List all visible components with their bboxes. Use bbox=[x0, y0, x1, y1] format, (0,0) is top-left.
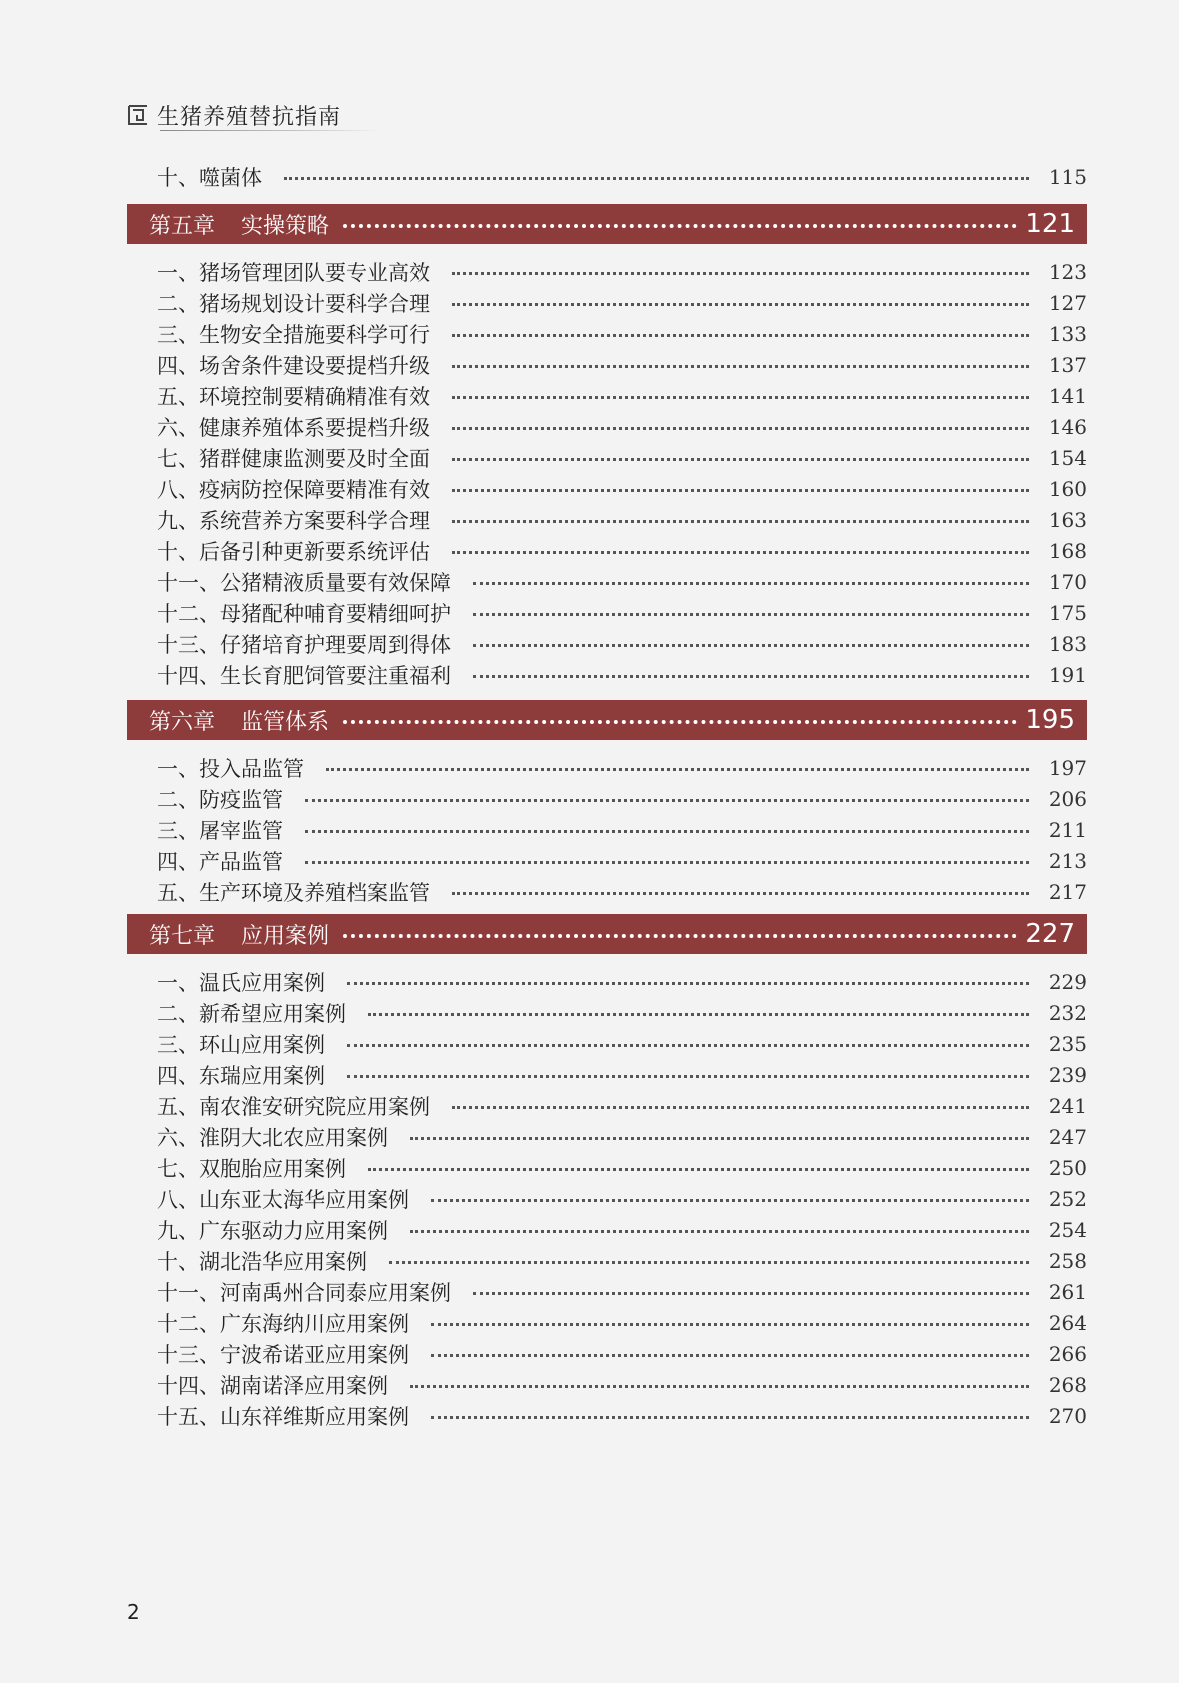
toc-entry-page: 115 bbox=[1048, 164, 1087, 189]
leader-dots bbox=[452, 396, 1029, 399]
leader-dots bbox=[452, 520, 1029, 523]
toc-entry-page: 133 bbox=[1048, 321, 1087, 346]
toc-entry-page: 183 bbox=[1048, 631, 1087, 656]
toc-entry-label: 十二、母猪配种哺育要精细呵护 bbox=[157, 601, 451, 626]
toc-entry[interactable] bbox=[127, 596, 1087, 629]
chapter-page: 195 bbox=[1025, 705, 1075, 735]
toc-entry-page: 168 bbox=[1048, 538, 1087, 563]
toc-entry-label: 三、环山应用案例 bbox=[157, 1032, 325, 1057]
leader-dots bbox=[410, 1385, 1029, 1388]
toc-entry[interactable] bbox=[127, 1058, 1087, 1091]
toc-entry[interactable] bbox=[127, 534, 1087, 567]
toc-entry[interactable] bbox=[127, 441, 1087, 474]
chapter-title: 应用案例 bbox=[241, 923, 330, 949]
chapter-number: 第七章 bbox=[149, 923, 216, 949]
leader-dots bbox=[431, 1416, 1029, 1419]
toc-entry[interactable] bbox=[127, 965, 1087, 998]
leader-dots bbox=[389, 1261, 1029, 1264]
toc-entry[interactable] bbox=[127, 627, 1087, 660]
toc-entry-label: 七、猪群健康监测要及时全面 bbox=[157, 446, 430, 471]
toc-entry-label: 二、防疫监管 bbox=[157, 787, 283, 812]
toc-entry-page: 146 bbox=[1048, 414, 1087, 439]
toc-entry-label: 一、温氏应用案例 bbox=[157, 970, 325, 995]
toc-entry-label: 八、疫病防控保障要精准有效 bbox=[157, 477, 430, 502]
toc-entry-label: 三、屠宰监管 bbox=[157, 818, 283, 843]
toc-entry-label: 十、湖北浩华应用案例 bbox=[157, 1249, 367, 1274]
toc-entry[interactable] bbox=[127, 1089, 1087, 1122]
toc-entry-label: 四、东瑞应用案例 bbox=[157, 1063, 325, 1088]
toc-entry[interactable] bbox=[127, 1151, 1087, 1184]
toc-entry-page: 163 bbox=[1048, 507, 1087, 532]
toc-entry-label: 十三、仔猪培育护理要周到得体 bbox=[157, 632, 451, 657]
toc-entry-label: 五、生产环境及养殖档案监管 bbox=[157, 880, 430, 905]
toc-entry-page: 239 bbox=[1048, 1062, 1087, 1087]
leader-dots bbox=[305, 861, 1029, 864]
toc-entry-label: 一、猪场管理团队要专业高效 bbox=[157, 260, 430, 285]
toc-entry-label: 十、噬菌体 bbox=[157, 165, 262, 190]
toc-entry[interactable] bbox=[127, 658, 1087, 691]
leader-dots bbox=[284, 177, 1029, 180]
toc-entry-page: 170 bbox=[1048, 569, 1087, 594]
toc-entry[interactable] bbox=[127, 844, 1087, 877]
toc-entry[interactable] bbox=[127, 1182, 1087, 1215]
chapter-page: 121 bbox=[1025, 209, 1075, 239]
toc-entry-label: 八、山东亚太海华应用案例 bbox=[157, 1187, 409, 1212]
leader-dots bbox=[452, 334, 1029, 337]
toc-entry-page: 160 bbox=[1048, 476, 1087, 501]
toc-entry-label: 十二、广东海纳川应用案例 bbox=[157, 1311, 409, 1336]
toc-entry-page: 229 bbox=[1048, 969, 1087, 994]
page-number: 2 bbox=[127, 1600, 140, 1624]
toc-entry-label: 十三、宁波希诺亚应用案例 bbox=[157, 1342, 409, 1367]
toc-entry-label: 五、环境控制要精确精准有效 bbox=[157, 384, 430, 409]
toc-entry[interactable] bbox=[127, 996, 1087, 1029]
leader-dots bbox=[452, 427, 1029, 430]
toc-entry[interactable] bbox=[127, 1306, 1087, 1339]
toc-entry[interactable] bbox=[127, 1213, 1087, 1246]
toc-entry[interactable] bbox=[127, 317, 1087, 350]
toc-entry[interactable] bbox=[127, 1399, 1087, 1432]
leader-dots bbox=[343, 934, 1017, 938]
leader-dots bbox=[410, 1230, 1029, 1233]
toc-entry-page: 213 bbox=[1048, 848, 1087, 873]
leader-dots bbox=[452, 1106, 1029, 1109]
toc-entry[interactable] bbox=[127, 348, 1087, 381]
toc-entry-label: 四、产品监管 bbox=[157, 849, 283, 874]
leader-dots bbox=[473, 1292, 1029, 1295]
leader-dots bbox=[347, 982, 1029, 985]
toc-entry[interactable] bbox=[127, 1120, 1087, 1153]
toc-entry-label: 二、猪场规划设计要科学合理 bbox=[157, 291, 430, 316]
toc-entry-page: 137 bbox=[1048, 352, 1087, 377]
toc-entry-page: 270 bbox=[1048, 1403, 1087, 1428]
toc-entry-label: 七、双胞胎应用案例 bbox=[157, 1156, 346, 1181]
toc-entry-label: 六、淮阴大北农应用案例 bbox=[157, 1125, 388, 1150]
leader-dots bbox=[431, 1323, 1029, 1326]
toc-entry-page: 241 bbox=[1048, 1093, 1087, 1118]
running-header bbox=[127, 100, 341, 130]
leader-dots bbox=[452, 458, 1029, 461]
toc-entry-label: 二、新希望应用案例 bbox=[157, 1001, 346, 1026]
chapter-heading[interactable] bbox=[127, 700, 1087, 740]
chapter-title: 实操策略 bbox=[241, 213, 330, 239]
toc-entry-label: 十五、山东祥维斯应用案例 bbox=[157, 1404, 409, 1429]
chapter-page: 227 bbox=[1025, 919, 1075, 949]
toc-entry[interactable] bbox=[127, 379, 1087, 412]
book-logo-icon bbox=[127, 104, 149, 126]
toc-entry[interactable] bbox=[127, 1337, 1087, 1370]
toc-entry-page: 206 bbox=[1048, 786, 1087, 811]
leader-dots bbox=[473, 644, 1029, 647]
toc-entry-page: 261 bbox=[1048, 1279, 1087, 1304]
leader-dots bbox=[368, 1013, 1029, 1016]
toc-entry-page: 250 bbox=[1048, 1155, 1087, 1180]
toc-entry-label: 六、健康养殖体系要提档升级 bbox=[157, 415, 430, 440]
leader-dots bbox=[343, 720, 1017, 724]
leader-dots bbox=[473, 582, 1029, 585]
toc-entry[interactable] bbox=[127, 1275, 1087, 1308]
toc-entry-page: 258 bbox=[1048, 1248, 1087, 1273]
toc-entry-page: 252 bbox=[1048, 1186, 1087, 1211]
leader-dots bbox=[452, 303, 1029, 306]
toc-entry-label: 五、南农淮安研究院应用案例 bbox=[157, 1094, 430, 1119]
leader-dots bbox=[452, 272, 1029, 275]
chapter-title: 监管体系 bbox=[241, 709, 330, 735]
book-title: 生猪养殖替抗指南 bbox=[157, 104, 342, 130]
leader-dots bbox=[305, 799, 1029, 802]
toc-entry[interactable] bbox=[127, 503, 1087, 536]
toc-entry-label: 九、系统营养方案要科学合理 bbox=[157, 508, 430, 533]
leader-dots bbox=[347, 1075, 1029, 1078]
leader-dots bbox=[452, 551, 1029, 554]
toc-entry-label: 三、生物安全措施要科学可行 bbox=[157, 322, 430, 347]
toc-entry[interactable] bbox=[127, 472, 1087, 505]
toc-entry[interactable] bbox=[127, 782, 1087, 815]
chapter-number: 第六章 bbox=[149, 709, 216, 735]
toc-entry[interactable] bbox=[127, 410, 1087, 443]
chapter-heading[interactable] bbox=[127, 204, 1087, 244]
chapter-number: 第五章 bbox=[149, 213, 216, 239]
toc-entry-page: 232 bbox=[1048, 1000, 1087, 1025]
toc-entry-page: 268 bbox=[1048, 1372, 1087, 1397]
leader-dots bbox=[305, 830, 1029, 833]
toc-entry[interactable] bbox=[127, 751, 1087, 784]
toc-entry-page: 154 bbox=[1048, 445, 1087, 470]
toc-entry-page: 197 bbox=[1048, 755, 1087, 780]
toc-entry[interactable] bbox=[127, 1244, 1087, 1277]
toc-entry[interactable] bbox=[127, 160, 1087, 193]
header-rule bbox=[160, 130, 380, 131]
toc-entry-label: 十四、生长育肥饲管要注重福利 bbox=[157, 663, 451, 688]
leader-dots bbox=[431, 1199, 1029, 1202]
toc-entry-page: 266 bbox=[1048, 1341, 1087, 1366]
leader-dots bbox=[452, 489, 1029, 492]
leader-dots bbox=[343, 224, 1017, 228]
toc-entry-label: 一、投入品监管 bbox=[157, 756, 304, 781]
toc-entry-label: 九、广东驱动力应用案例 bbox=[157, 1218, 388, 1243]
toc-entry-page: 254 bbox=[1048, 1217, 1087, 1242]
toc-entry-page: 191 bbox=[1048, 662, 1087, 687]
toc-entry[interactable] bbox=[127, 255, 1087, 288]
toc-entry-label: 四、场舍条件建设要提档升级 bbox=[157, 353, 430, 378]
leader-dots bbox=[347, 1044, 1029, 1047]
toc-entry[interactable] bbox=[127, 813, 1087, 846]
toc-entry-page: 217 bbox=[1048, 879, 1087, 904]
leader-dots bbox=[473, 613, 1029, 616]
toc-entry-page: 141 bbox=[1048, 383, 1087, 408]
toc-entry[interactable] bbox=[127, 875, 1087, 908]
toc-entry[interactable] bbox=[127, 286, 1087, 319]
toc-entry-label: 十一、河南禹州合同泰应用案例 bbox=[157, 1280, 451, 1305]
toc-entry[interactable] bbox=[127, 1027, 1087, 1060]
toc-entry-label: 十一、公猪精液质量要有效保障 bbox=[157, 570, 451, 595]
toc-entry-page: 175 bbox=[1048, 600, 1087, 625]
toc-entry-label: 十四、湖南诺泽应用案例 bbox=[157, 1373, 388, 1398]
toc-entry-label: 十、后备引种更新要系统评估 bbox=[157, 539, 430, 564]
leader-dots bbox=[452, 365, 1029, 368]
toc-entry-page: 235 bbox=[1048, 1031, 1087, 1056]
leader-dots bbox=[452, 892, 1029, 895]
leader-dots bbox=[326, 768, 1029, 771]
toc-entry[interactable] bbox=[127, 565, 1087, 598]
toc-entry-page: 247 bbox=[1048, 1124, 1087, 1149]
leader-dots bbox=[473, 675, 1029, 678]
leader-dots bbox=[368, 1168, 1029, 1171]
toc-entry-page: 211 bbox=[1048, 817, 1087, 842]
toc-entry-page: 127 bbox=[1048, 290, 1087, 315]
leader-dots bbox=[410, 1137, 1029, 1140]
toc-entry[interactable] bbox=[127, 1368, 1087, 1401]
chapter-heading[interactable] bbox=[127, 914, 1087, 954]
toc-entry-page: 264 bbox=[1048, 1310, 1087, 1335]
toc-entry-page: 123 bbox=[1048, 259, 1087, 284]
leader-dots bbox=[431, 1354, 1029, 1357]
